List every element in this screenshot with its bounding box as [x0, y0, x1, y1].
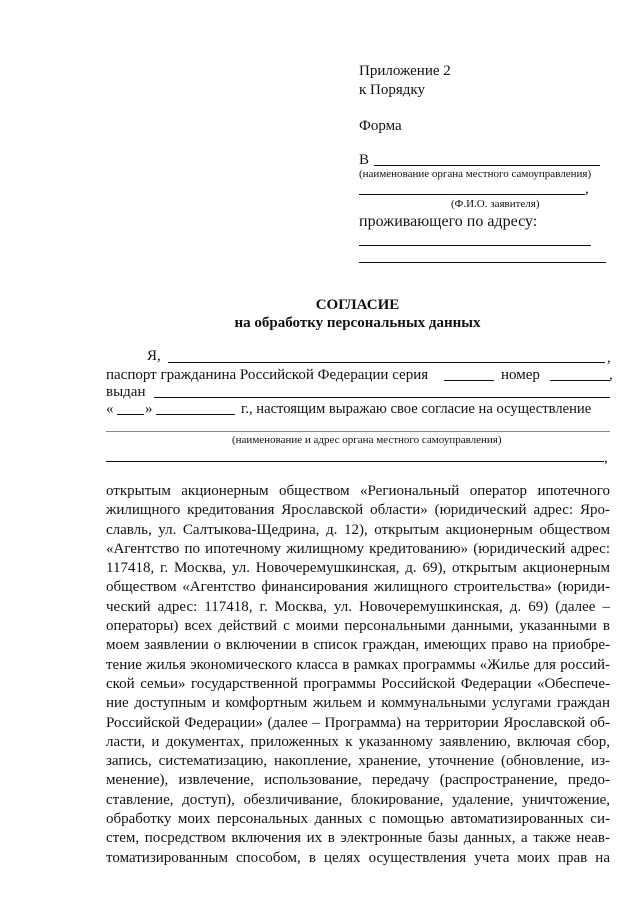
body-line: ской семьи» государственной программы Российской Федерации «Обеспече-: [106, 675, 610, 692]
organ-name-line[interactable]: [374, 165, 600, 166]
body-line: ческий адрес: 117418, г. Москва, ул. Новочеремушкинская, д. 69) (далее –: [106, 598, 610, 615]
body-line: ласти, и документах, приложенных к указанному заявлению, включая сбор,: [106, 733, 610, 750]
organ-address-line[interactable]: [106, 431, 610, 432]
applicant-name-line[interactable]: [359, 194, 585, 195]
applicant-comma: ,: [585, 181, 589, 197]
body-line: славль, ул. Салтыкова-Щедрина, д. 12), открытым акционерным обществом: [106, 521, 610, 538]
body-line: «Агентство по ипотечному жилищному кредитованию» (юридический адрес:: [106, 540, 610, 557]
body-line: обществом «Агентство финансирования жилищного строительства» (юриди-: [106, 579, 610, 596]
date-month-line[interactable]: [156, 414, 235, 415]
fio-hint: (Ф.И.О. заявителя): [451, 198, 540, 210]
body-line: запись, систематизацию, накопление, хранение, уточнение (обновление, из-: [106, 753, 610, 770]
body-line: моем заявлении о включении в список граждан, имеющих право на приобре-: [106, 637, 610, 654]
date-close-quote: »: [145, 401, 153, 417]
document-title: СОГЛАСИЕ: [315, 297, 400, 313]
body-line: операторы) всех действий с моими персональными данными, указанными в: [106, 618, 610, 635]
final-comma: ,: [604, 450, 608, 466]
organ-address-line-2[interactable]: [106, 461, 604, 462]
body-line: тение жилья экономического класса в рамках программы «Жилье для россий-: [106, 656, 610, 673]
body-line: Российской Федерации» (далее – Программа) на территории Ярославской об-: [106, 714, 610, 731]
body-line: менение), извлечение, использование, передачу (распространение, предо-: [106, 772, 610, 789]
appendix-label: Приложение 2: [359, 63, 451, 79]
full-name-line[interactable]: [168, 362, 605, 363]
body-line: томатизированным способом, в целях осуществления учета моих прав на: [106, 849, 610, 866]
address-line-1[interactable]: [359, 245, 591, 246]
date-day-line[interactable]: [117, 414, 144, 415]
body-line: открытым акционерным обществом «Региональный оператор ипотечного: [106, 483, 610, 499]
form-label: Форма: [359, 118, 402, 134]
body-line: обработку моих персональных данных с помощью автоматизированных си-: [106, 811, 610, 828]
passport-series-line[interactable]: [444, 380, 494, 381]
issued-by-line[interactable]: [154, 397, 610, 398]
body-line: жилищного кредитования Ярославской области» (юридический адрес: Яро-: [106, 502, 610, 519]
date-year-text: г., настоящим выражаю свое согласие на осуществление: [241, 401, 592, 417]
passport-label: паспорт гражданина Российской Федерации серия: [106, 367, 429, 383]
passport-number-line[interactable]: [550, 380, 610, 381]
body-line: стем, посредством включения их в электронные базы данных, а также неав-: [106, 830, 610, 847]
passport-comma: ,: [609, 367, 613, 383]
full-name-comma: ,: [607, 350, 611, 366]
body-line: 117418, г. Москва, ул. Новочеремушкинская, д. 69), открытым акционерным: [106, 560, 610, 577]
i-label: Я,: [147, 348, 161, 364]
document-subtitle: на обработку персональных данных: [234, 315, 481, 331]
organ-address-hint: (наименование и адрес органа местного самоуправления): [232, 434, 502, 446]
consent-body: [106, 482, 610, 868]
order-label: к Порядку: [359, 82, 425, 98]
date-open-quote: «: [106, 401, 114, 417]
body-line: ставление, доступ), обезличивание, блокирование, удаление, уничтожение,: [106, 791, 610, 808]
passport-number-label: номер: [501, 367, 540, 383]
address-line-2[interactable]: [359, 262, 606, 263]
body-line: ние доступным и комфортным жильем и коммунальными услугами граждан: [106, 695, 610, 712]
issued-label: выдан: [106, 384, 146, 400]
organ-name-hint: (наименование органа местного самоуправления): [359, 168, 592, 180]
to-prefix: В: [359, 152, 370, 168]
residing-label: проживающего по адресу:: [359, 213, 538, 230]
